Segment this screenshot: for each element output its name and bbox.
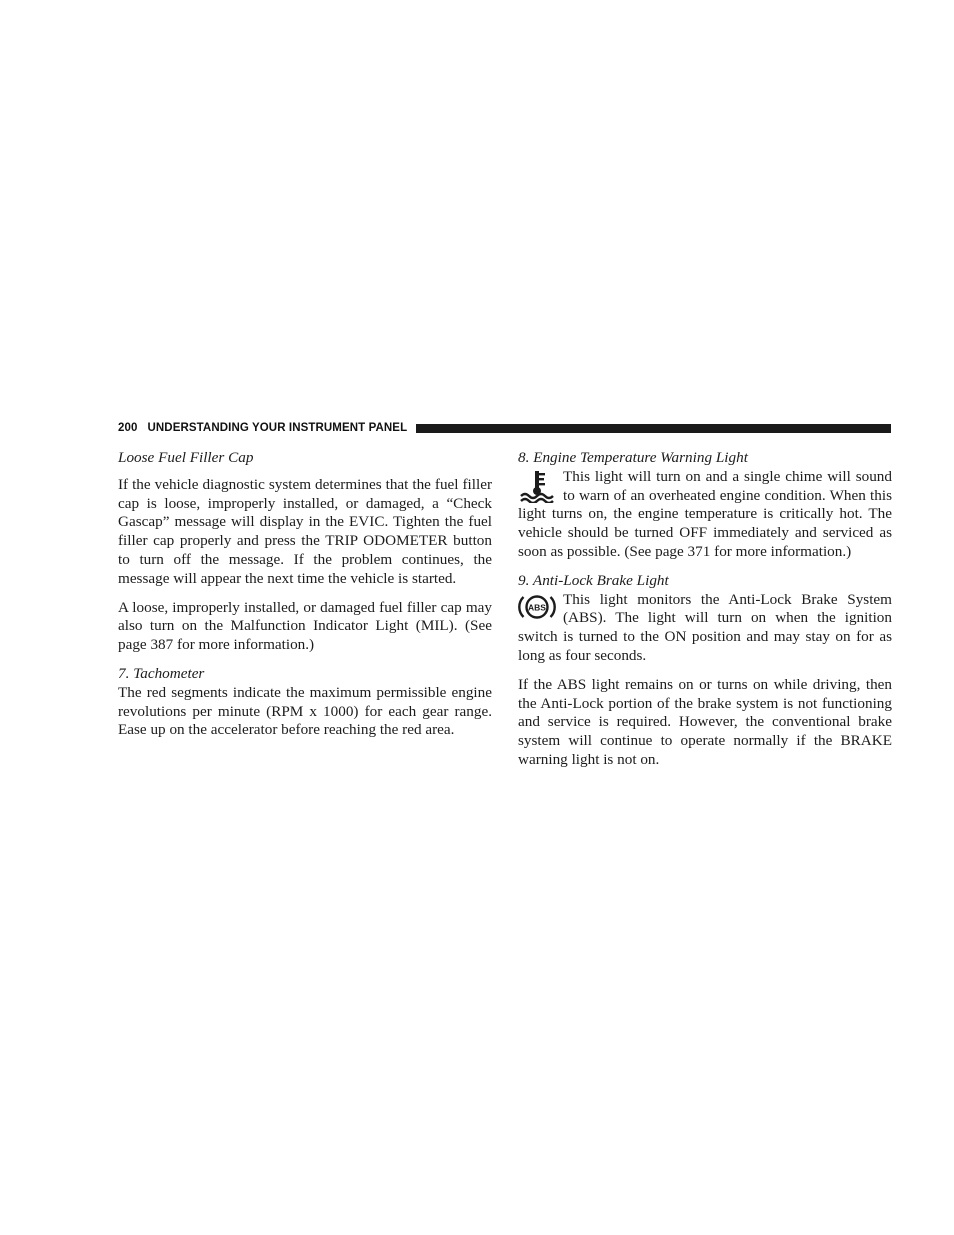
abs-paragraph-2: If the ABS light remains on or turns on while driving, then the Anti-Lock portion of the brake system is not functioning and service is required. However, the conventional brake system will continue to operate normally if the BRAKE warning light is not on. — [518, 675, 892, 768]
page-header — [118, 419, 891, 437]
abs-icon — [518, 592, 556, 626]
tachometer-paragraph: The red segments indicate the maximum permissible engine revolutions per minute (RPM x 1000) for each gear range. Ease up on the accelerator before reaching the red area. — [118, 683, 492, 739]
loose-fuel-cap-paragraph-1: If the vehicle diagnostic system determines that the fuel filler cap is loose, improperly installed, or damaged, a “Check Gascap” message will display in the EVIC. Tighten the fuel filler cap properly and press the TRIP ODOMETER button to turn off the message. If the problem continues, the message will appear the next time the vehicle is started. — [118, 475, 492, 587]
engine-temp-paragraph — [518, 468, 892, 562]
engine-temp-text: This light will turn on and a single chime will sound to warn of an overheated engine condition. When this light turns on, the engine temperature is critically hot. The vehicle should be turned OFF immediately and serviced as soon as possible. (See page 371 for more information.) — [518, 467, 892, 560]
abs-heading: 9. Anti-Lock Brake Light — [518, 571, 669, 589]
abs-icon-text: ABS — [528, 602, 546, 613]
loose-fuel-cap-heading: Loose Fuel Filler Cap — [118, 449, 254, 466]
abs-text: This light monitors the Anti-Lock Brake System (ABS). The light will turn on when the ignition switch is turned to the ON position and may stay on for as long as four seconds. — [518, 590, 892, 664]
tachometer-heading: 7. Tachometer — [118, 664, 205, 682]
right-column — [518, 447, 892, 779]
engine-temperature-icon — [518, 469, 556, 503]
abs-paragraph-1 — [518, 591, 892, 666]
loose-fuel-cap-paragraph-2: A loose, improperly installed, or damaged fuel filler cap may also turn on the Malfunction Indicator Light (MIL). (See page 387 for more information.) — [118, 598, 492, 654]
page-number: 200 — [118, 422, 138, 434]
left-column — [118, 447, 492, 749]
section-title: UNDERSTANDING YOUR INSTRUMENT PANEL — [147, 422, 408, 434]
engine-temp-heading: 8. Engine Temperature Warning Light — [518, 449, 748, 466]
header-rule — [416, 424, 891, 433]
